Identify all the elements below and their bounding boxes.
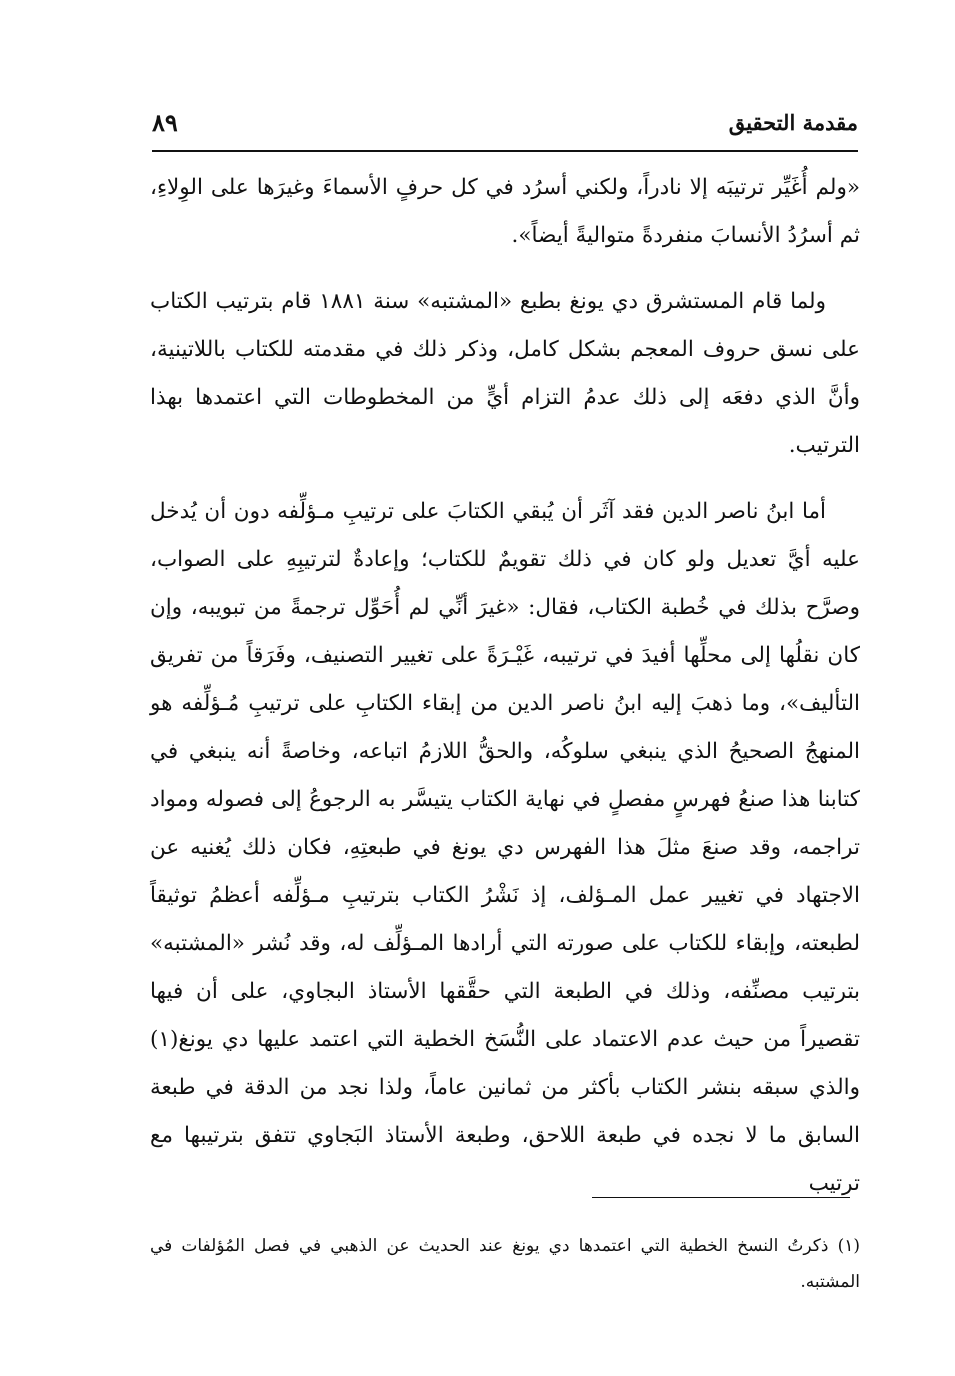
paragraph-quote: «ولم أُغَيِّر ترتيبَه إلا نادراً، ولكني أسرُد في كل حرفٍ الأسماءَ وغيرَها على الوِلاءِ، ثم أسرُدُ الأنسابَ منفردةً متواليةً أيضاً». [150, 175, 860, 248]
running-title: مقدمة التحقيق [728, 110, 858, 135]
header-rule [152, 150, 858, 152]
paragraph-de-jong: ولما قام المستشرق دي يونغ بطبع «المشتبه» سنة ١٨٨١ قام بترتيب الكتاب على نسق حروف المعجم بشكل كامل، وذكر ذلك في مقدمته للكتاب باللاتينية، وأنَّ الذي دفعَه إلى ذلك عدمُ التزام أيٍّ من المخطوطات التي اعتمدها بهذا الترتيب. [150, 289, 860, 458]
footnote: (١) ذكرتُ النسخ الخطية التي اعتمدها دي يونغ عند الحديث عن الذهبي في فصل المُؤلفات في المشتبه. [150, 1236, 860, 1292]
main-text [150, 164, 860, 1226]
paragraph-ibn-nasir: أما ابنُ ناصر الدين فقد آثَر أن يُبقي الكتابَ على ترتيبِ مـؤلِّفه دون أن يُدخل عليه أيَّ تعديل ولو كان في ذلك تقويمٌ للكتاب؛ وإعادةٌ لترتيبِهِ على الصواب، وصرَّح بذلك في خُطبة الكتاب، فقال: «غيرَ أنِّي لم أُحَوِّل ترجمةً من تبويبه، وإن كان نقلُها إلى محلِّها أفيدَ في ترتيبه، غَيْـرَةً على تغيير التصنيف، وفَرَقاً من تفريق التأليف»، وما ذهبَ إليه ابنُ ناصر الدين من إبقاء الكتابِ على ترتيبِ مُـؤلِّفه هو المنهجُ الصحيحُ الذي ينبغي سلوكُه، والحقُّ اللازمُ اتباعه، وخاصةً أنه ينبغي في كتابنا هذا صنعُ فهرسٍ مفصلٍ في نهاية الكتاب يتيسَّر به الرجوعُ إلى فصوله ومواد تراجمه، وقد صنعَ مثلَ هذا الفهرس دي يونغ في طبعتِهِ، فكان ذلك يُغنيه عن الاجتهاد في تغيير عمل المـؤلف، إذ نَشْرُ الكتاب بترتيبِ مـؤلِّفه أعظمُ توثيقاً لطبعته، وإبقاء للكتاب على صورته التي أرادها المـؤلِّف له، وقد نُشر «المشتبه» بترتيب مصنِّفه، وذلك في الطبعة التي حقَّقها الأستاذ البجاوي، على أن فيها تقصيراً من حيث عدم الاعتماد على النُّسَخ الخطية التي اعتمد عليها دي يونغ(١) والذي سبقه بنشر الكتاب بأكثر من ثمانين عاماً، ولذا نجد من الدقة في طبعة السابق ما لا نجده في طبعة اللاحق، وطبعة الأستاذ البَجاوي تتفق بترتيبها مع ترتيب [150, 499, 860, 1196]
page-header [152, 106, 858, 148]
footnote-rule [592, 1197, 850, 1198]
page-number: ٨٩ [152, 108, 178, 137]
